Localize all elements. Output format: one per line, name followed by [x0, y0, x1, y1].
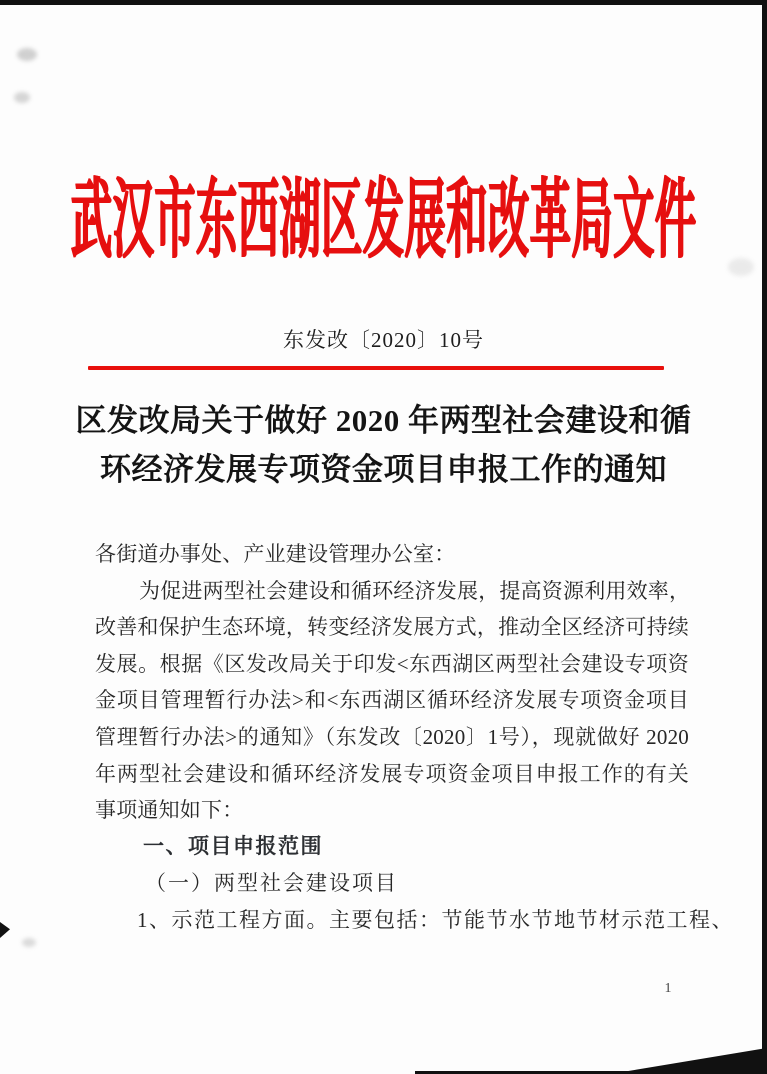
document-number: 东发改〔2020〕10号	[283, 328, 484, 352]
scan-speck	[22, 938, 36, 947]
scan-speck	[17, 48, 37, 61]
subsection-heading: （一）两型社会建设项目	[145, 871, 398, 896]
scan-notch-left	[0, 922, 10, 938]
salutation-line: 各街道办事处、产业建设管理办公室：	[95, 542, 456, 566]
letterhead-banner	[0, 160, 767, 269]
body-line: 年两型社会建设和循环经济发展专项资金项目申报工作的有关	[95, 761, 689, 786]
red-divider-rule	[88, 366, 664, 370]
body-line: 发展。根据《区发改局关于印发<东西湖区两型社会建设专项资	[95, 651, 689, 676]
body-line: 改善和保护生态环境，转变经济发展方式，推动全区经济可持续	[95, 615, 689, 640]
page-number: 1	[664, 981, 672, 996]
notice-body	[95, 536, 734, 939]
notice-title	[0, 396, 767, 494]
scan-edge-top	[0, 0, 767, 5]
body-line: 管理暂行办法>的通知》（东发改〔2020〕1号），现就做好 2020	[95, 724, 689, 749]
section-heading: 一、项目申报范围	[143, 834, 323, 858]
body-line: 事项通知如下：	[95, 798, 244, 823]
notice-title-line1: 区发改局关于做好 2020 年两型社会建设和循	[75, 403, 692, 438]
body-line: 为促进两型社会建设和循环经济发展，提高资源利用效率，	[139, 578, 691, 603]
letterhead-title: 武汉市东西湖区发展和改革局文件	[70, 170, 697, 269]
notice-title-line2: 环经济发展专项资金项目申报工作的通知	[100, 452, 667, 487]
scan-speck	[14, 92, 30, 103]
body-line: 1、示范工程方面。主要包括：节能节水节地节材示范工程、	[137, 907, 734, 932]
body-line: 金项目管理暂行办法>和<东西湖区循环经济发展专项资金项目	[95, 688, 689, 713]
